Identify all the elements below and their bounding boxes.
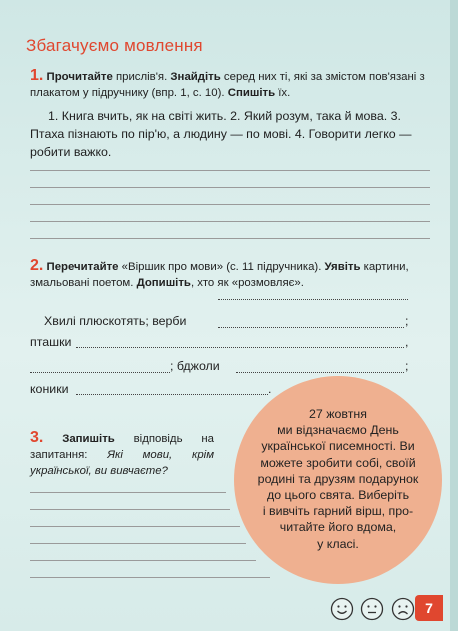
task1-instruction	[30, 68, 430, 101]
answer-line[interactable]	[30, 204, 430, 205]
answer-line[interactable]	[30, 221, 430, 222]
answer-line[interactable]	[30, 509, 230, 510]
poem-line-2: пташки	[30, 335, 72, 349]
task2-text-b: «Віршик про мови» (с. 11 підручника).	[118, 261, 325, 273]
proverbs-text: 1. Книга вчить, як на світі жить. 2. Який розум, така й мова. 3. Птаха пізнають по пір'ю, а людину — по мові. 4. Говорити легко — робити важко.	[30, 109, 412, 159]
poem-punct: .	[268, 382, 272, 396]
smile-face-icon[interactable]	[330, 597, 354, 626]
poem-line-4: коники	[30, 382, 69, 396]
fill-in-line[interactable]	[76, 347, 404, 348]
task3-text-b: відповідь на запитання:	[30, 433, 214, 461]
task2-verb-reread: Перечитайте	[46, 261, 119, 273]
poem-line-1: Хвилі плюскотять; верби	[44, 314, 187, 328]
fill-in-line[interactable]	[218, 327, 404, 328]
answer-line[interactable]	[30, 577, 270, 578]
task3-instruction	[30, 430, 214, 479]
task1-text-f: їх.	[275, 87, 291, 99]
answer-line[interactable]	[30, 187, 430, 188]
task1-number: 1.	[30, 67, 44, 84]
poem-punct: ;	[405, 359, 409, 373]
answer-line[interactable]	[30, 543, 246, 544]
task2-instruction	[30, 258, 430, 291]
fill-in-line[interactable]	[30, 372, 170, 373]
poem-punct: ;	[405, 314, 409, 328]
answer-line[interactable]	[30, 170, 430, 171]
answer-line[interactable]	[30, 492, 226, 493]
info-circle-text: 27 жовтня ми відзначаємо День української писемності. Ви можете зробити собі, своїй родині та друзям подарунок до цього свята. Виберіть і вивчіть гарний вірш, про- читайте його вдома, у класі.	[257, 407, 419, 551]
answer-line[interactable]	[30, 560, 256, 561]
task1-text-b: прислів'я.	[112, 71, 171, 83]
poem-punct: ,	[405, 335, 409, 349]
fill-in-line[interactable]	[236, 372, 404, 373]
task1-verb-find: Знайдіть	[170, 71, 221, 83]
task3-number: 3.	[30, 429, 44, 446]
poem-line-3: ; бджоли	[170, 359, 220, 373]
fill-in-line[interactable]	[76, 394, 268, 395]
task2-text-f: , хто як «розмовляє».	[190, 277, 304, 289]
task1-verb-read: Прочитайте	[46, 71, 113, 83]
page-edge	[450, 0, 458, 631]
task2-verb-imagine: Уявіть	[324, 261, 361, 273]
task1-text-d: серед них ті, які за змістом пов'язані з плакатом у підручнику (впр. 1, с. 10).	[30, 71, 425, 99]
task2-number: 2.	[30, 257, 44, 274]
task1-verb-copy: Спишіть	[227, 87, 276, 99]
task3-question: Які мови, крім української, ви вивчаєте?	[30, 449, 214, 477]
task2-verb-complete: Допишіть	[136, 277, 191, 289]
section-title: Збагачуємо мовлення	[26, 36, 203, 55]
page-number: 7	[415, 595, 443, 621]
neutral-face-icon[interactable]	[360, 597, 384, 626]
task3-verb-write: Запишіть	[62, 433, 115, 445]
sad-face-icon[interactable]	[391, 597, 415, 626]
task2-text-d: картини, змальовані поетом.	[30, 261, 409, 289]
self-assessment-faces	[330, 597, 417, 621]
fill-in-line[interactable]	[218, 299, 408, 300]
answer-line[interactable]	[30, 238, 430, 239]
answer-line[interactable]	[30, 526, 240, 527]
